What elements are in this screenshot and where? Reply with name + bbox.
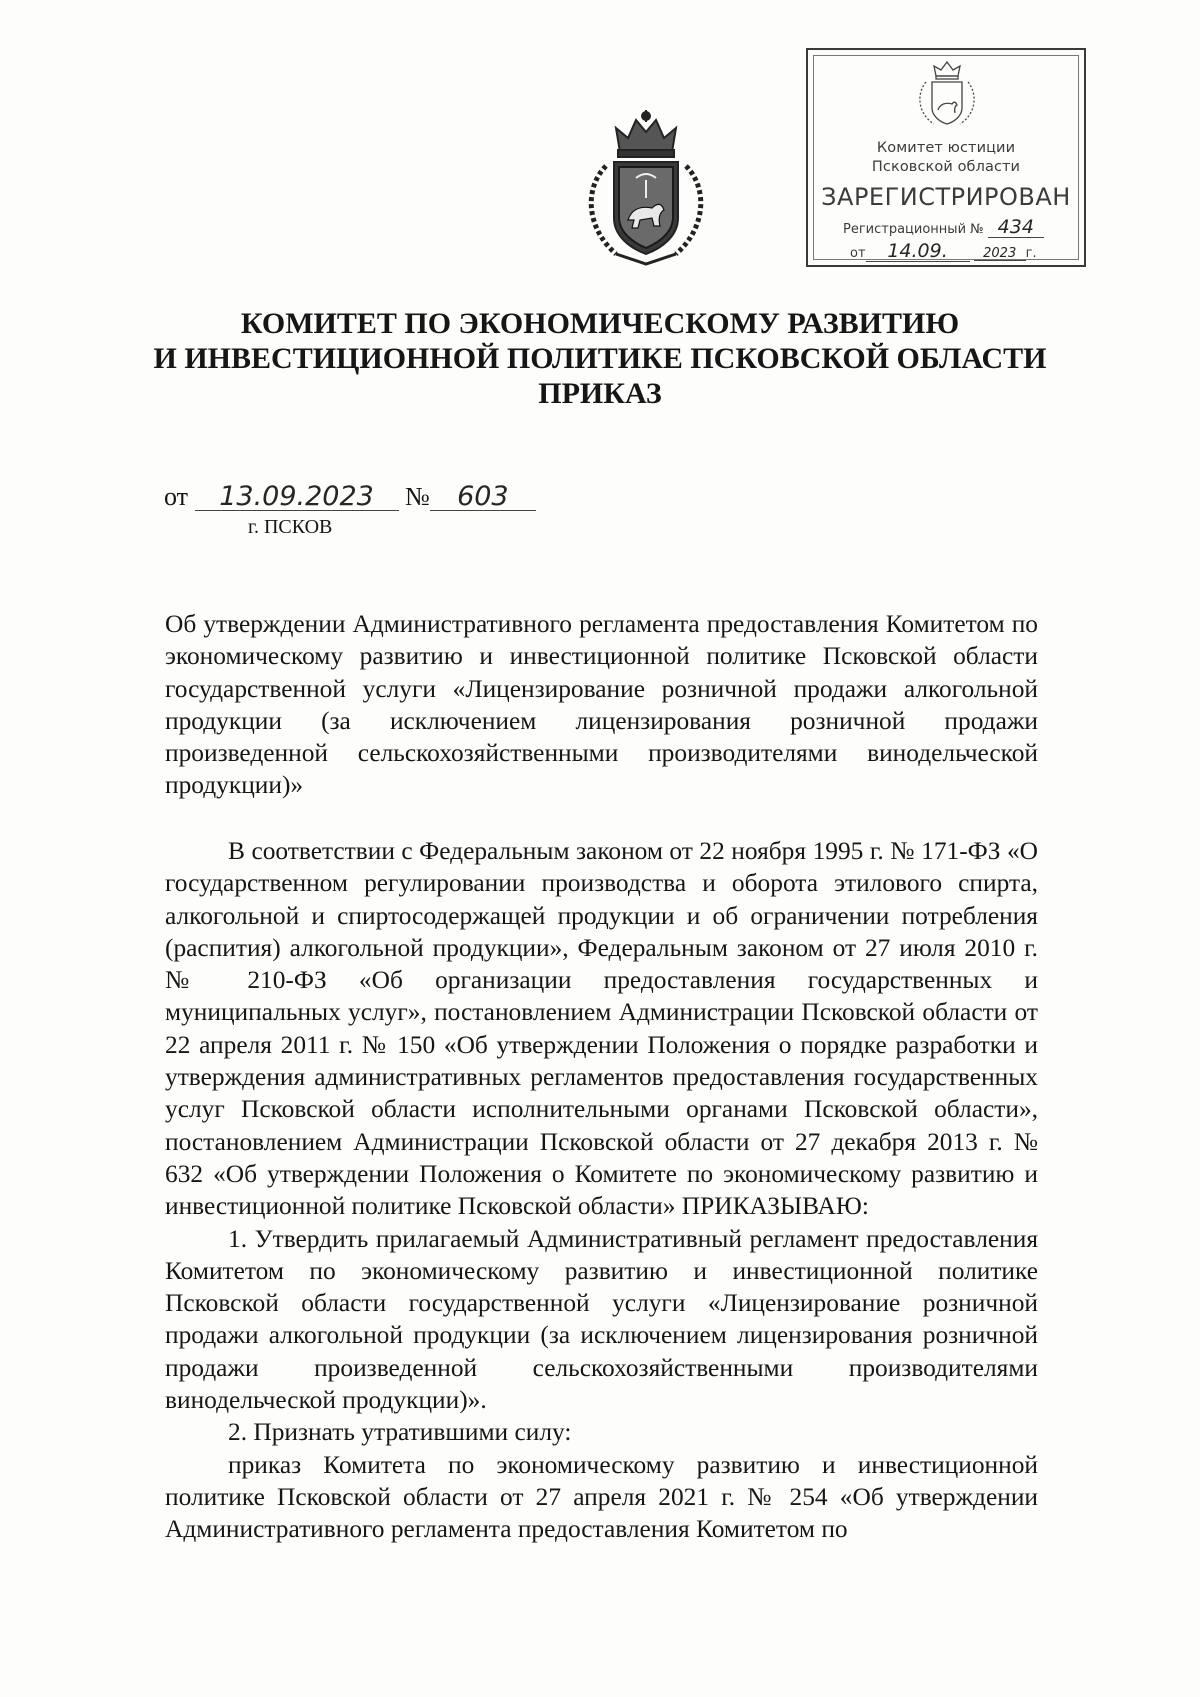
stamp-org-line2: Псковской области xyxy=(871,159,1021,175)
stamp-reg-number-line xyxy=(843,218,1044,238)
body-item-1: 1. Утвердить прилагаемый Административный регламент предоставления Комитетом по экономическому развитию и инвестиционной политике Псковской области государственной услуги «Лицензирование розничной продажи алкогольной продукции (за исключением лицензирования розничной продажи произведенной сельскохозяйственными производителями винодельческой продукции)». xyxy=(165,1224,1038,1415)
order-subject xyxy=(165,608,1038,802)
order-subject-text: Об утверждении Административного регламента предоставления Комитетом по экономическому развитию и инвестиционной политике Псковской области государственной услуги «Лицензирование розничной продажи алкогольной продукции (за исключением лицензирования розничной продажи произведенной сельскохозяйственными производителями винодельческой продукции)» xyxy=(165,610,1038,800)
header-line-2: И ИНВЕСТИЦИОННОЙ ПОЛИТИКЕ ПСКОВСКОЙ ОБЛАСТИ xyxy=(153,342,1047,375)
stamp-registered-label: ЗАРЕГИСТРИРОВАН xyxy=(821,183,1071,211)
order-number-label: № xyxy=(405,482,430,511)
stamp-emblem-icon xyxy=(916,58,978,128)
stamp-org-line1: Комитет юстиции xyxy=(876,140,1016,156)
registration-stamp xyxy=(806,48,1086,267)
body-item-2-text: приказ Комитета по экономическому развитию и инвестиционной политике Псковской области от 27 апреля 2021 г. № 254 «Об утверждении Административного регламента предоставления Комитетом по xyxy=(165,1450,1038,1544)
order-date: 13.09.2023 xyxy=(195,483,399,511)
stamp-date-prefix: от xyxy=(850,246,866,261)
stamp-reg-label: Регистрационный № xyxy=(843,222,984,237)
stamp-date-day-month: 14.09. xyxy=(866,242,970,262)
stamp-date-year: 2023 xyxy=(974,247,1026,261)
body-item-2: 2. Признать утратившими силу: xyxy=(228,1418,572,1447)
stamp-year-suffix: г. xyxy=(1025,246,1037,261)
document-type-title: ПРИКАЗ xyxy=(538,377,662,410)
stamp-date-line xyxy=(850,242,1037,262)
coat-of-arms-emblem xyxy=(576,108,716,268)
order-body xyxy=(165,835,1038,1546)
order-number: 603 xyxy=(430,483,536,511)
body-preamble: В соответствии с Федеральным законом от 22 ноября 1995 г. № 171-ФЗ «О государственном регулировании производства и оборота этилового спирта, алкогольной и спиртосодержащей продукции и об ограничении потребления (распития) алкогольной продукции», Федеральным законом от 27 июля 2010 г. № 210-ФЗ «Об организации предоставления государственных и муниципальных услуг», постановлением Администрации Псковской области от 22 апреля 2011 г. № 150 «Об утверждении Положения о порядке разработки и утверждения административных регламентов предоставления государственных услуг Псковской области исполнительными органами Псковской области», постановлением Администрации Псковской области от 27 декабря 2013 г. № 632 «Об утверждении Положения о Комитете по экономическому развитию и инвестиционной политике Псковской области» ПРИКАЗЫВАЮ: xyxy=(165,837,1038,1221)
order-city: г. ПСКОВ xyxy=(248,516,333,538)
order-date-prefix: от xyxy=(164,482,189,511)
stamp-reg-number: 434 xyxy=(988,218,1044,238)
header-line-1: КОМИТЕТ ПО ЭКОНОМИЧЕСКОМУ РАЗВИТИЮ xyxy=(240,307,960,340)
order-date-number-line xyxy=(164,482,536,512)
